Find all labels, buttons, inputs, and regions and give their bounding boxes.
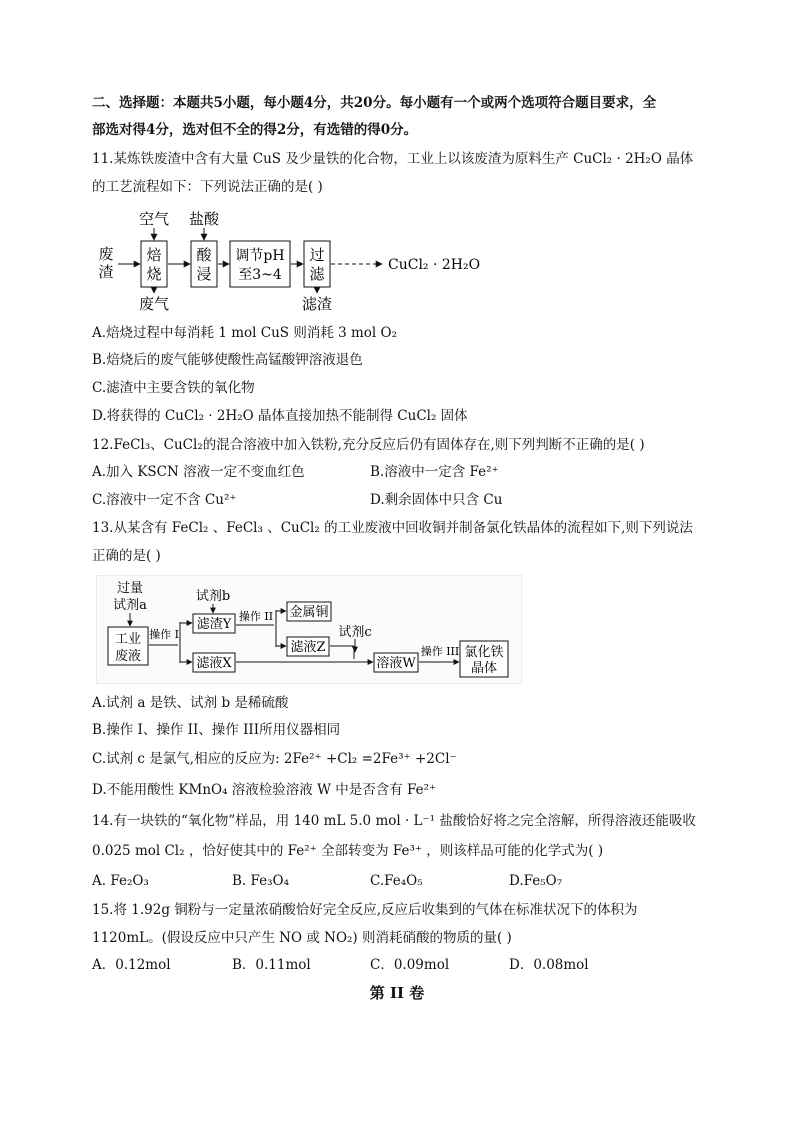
- q11-filter-label-1: 过: [309, 246, 325, 264]
- part-two-heading: 第 II 卷: [369, 984, 425, 1002]
- q13-option-d: D.不能用酸性 KMnO₄ 溶液检验溶液 W 中是否含有 Fe²⁺: [92, 782, 437, 798]
- q14-stem-line2: 0.025 mol Cl₂ ，恰好使其中的 Fe²⁺ 全部转变为 Fe³⁺ ，则该样品可能的化学式为( ): [92, 843, 604, 859]
- q13-op1-label: 操作 I: [149, 628, 179, 641]
- q13-op3-label: 操作 III: [420, 645, 460, 658]
- q13-reagent-a-label-2: 试剂a: [113, 598, 147, 613]
- q15-stem-line1: 15.将 1.92g 铜粉与一定量浓硝酸恰好完全反应,反应后收集到的气体在标准状况下的体积为: [92, 902, 638, 918]
- q13-option-b: B.操作 I、操作 II、操作 III所用仪器相同: [92, 722, 341, 738]
- q13-reagent-c-label: 试剂c: [338, 625, 372, 640]
- q11-product-label: CuCl₂ · 2H₂O: [388, 257, 481, 273]
- q11-filter-label-2: 滤: [309, 265, 325, 283]
- q14-option-a: A. Fe₂O₃: [92, 873, 149, 889]
- q11-hcl-label: 盐酸: [188, 210, 220, 228]
- q13-option-c: C.试剂 c 是氯气,相应的反应为: 2Fe²⁺ +Cl₂ =2Fe³⁺ +2Cl⁻: [92, 751, 457, 767]
- q11-process-flow-diagram: [92, 203, 492, 315]
- q11-input-label-2: 渣: [98, 263, 114, 281]
- q13-copper-label: 金属铜: [289, 605, 329, 620]
- q14-option-d: D.Fe₅O₇: [509, 873, 563, 889]
- q11-acid-leach-label-1: 酸: [196, 246, 212, 264]
- q13-product-label-2: 晶体: [470, 661, 498, 676]
- q11-option-c: C.滤渣中主要含铁的氧化物: [92, 380, 255, 396]
- q13-waste-label-1: 工业: [114, 632, 142, 647]
- q11-adjust-ph-label-2: 至3~4: [238, 267, 282, 283]
- q12-option-b: B.溶液中一定含 Fe²⁺: [370, 464, 499, 480]
- q12-option-a: A.加入 KSCN 溶液一定不变血红色: [92, 464, 305, 480]
- q13-solution-w-label: 溶液W: [376, 656, 416, 671]
- q13-process-flow-diagram: [96, 575, 522, 684]
- q13-residue-y-label: 滤渣Y: [196, 617, 232, 632]
- q12-option-c: C.溶液中一定不含 Cu²⁺: [92, 492, 237, 508]
- q13-op2-label: 操作 II: [238, 610, 274, 623]
- q11-stem-line1: 11.某炼铁废渣中含有大量 CuS 及少量铁的化合物，工业上以该废渣为原料生产 CuCl₂ · 2H₂O 晶体: [92, 151, 694, 167]
- q11-air-label: 空气: [138, 210, 170, 228]
- q11-waste-gas-label: 废气: [138, 295, 170, 313]
- q11-stem-line2: 的工艺流程如下：下列说法正确的是( ): [92, 179, 323, 195]
- section-instructions-line2: 部选对得4分，选对但不全的得2分，有选错的得0分。: [92, 122, 418, 138]
- q11-input-label-1: 废: [98, 245, 114, 263]
- q14-option-b: B. Fe₃O₄: [232, 873, 290, 889]
- q12-option-d: D.剩余固体中只含 Cu: [370, 492, 503, 508]
- q13-stem-line2: 正确的是( ): [92, 548, 161, 564]
- q13-product-label-1: 氯化铁: [464, 645, 504, 660]
- q11-option-b: B.焙烧后的废气能够使酸性高锰酸钾溶液退色: [92, 352, 363, 368]
- q11-residue-label: 滤渣: [301, 295, 333, 313]
- q13-reagent-b-label: 试剂b: [195, 589, 231, 604]
- q15-option-b: B．0.11mol: [232, 957, 311, 973]
- q11-adjust-ph-label-1: 调节pH: [235, 248, 285, 264]
- q12-stem: 12.FeCl₃、CuCl₂的混合溶液中加入铁粉,充分反应后仍有固体存在,则下列判断不正确的是( ): [92, 437, 645, 453]
- q13-option-a: A.试剂 a 是铁、试剂 b 是稀硫酸: [92, 695, 289, 711]
- section-instructions-line1: 二、选择题：本题共5小题，每小题4分，共20分。每小题有一个或两个选项符合题目要求，全: [92, 95, 657, 111]
- q15-option-a: A．0.12mol: [92, 957, 171, 973]
- q14-option-c: C.Fe₄O₅: [370, 873, 423, 889]
- q11-option-a: A.焙烧过程中每消耗 1 mol CuS 则消耗 3 mol O₂: [92, 325, 398, 341]
- q11-roast-label-1: 焙: [146, 246, 162, 264]
- q15-option-d: D．0.08mol: [509, 957, 589, 973]
- q11-acid-leach-label-2: 浸: [196, 265, 212, 283]
- q13-waste-label-2: 废液: [114, 649, 142, 664]
- q13-filtrate-z-label: 滤液Z: [290, 640, 326, 655]
- q11-option-d: D.将获得的 CuCl₂ · 2H₂O 晶体直接加热不能制得 CuCl₂ 固体: [92, 408, 468, 424]
- q15-stem-line2: 1120mL。(假设反应中只产生 NO 或 NO₂) 则消耗硝酸的物质的量( ): [92, 930, 512, 946]
- q13-filtrate-x-label: 滤液X: [196, 656, 232, 671]
- q11-roast-label-2: 烧: [146, 265, 162, 283]
- q15-option-c: C．0.09mol: [370, 957, 450, 973]
- q13-stem-line1: 13.从某含有 FeCl₂ 、FeCl₃ 、CuCl₂ 的工业废液中回收铜并制备氯化铁晶体的流程如下,则下列说法: [92, 520, 693, 536]
- q13-reagent-a-label-1: 过量: [116, 581, 144, 596]
- q14-stem-line1: 14.有一块铁的“氧化物”样品，用 140 mL 5.0 mol · L⁻¹ 盐酸恰好将之完全溶解，所得溶液还能吸收: [92, 813, 696, 829]
